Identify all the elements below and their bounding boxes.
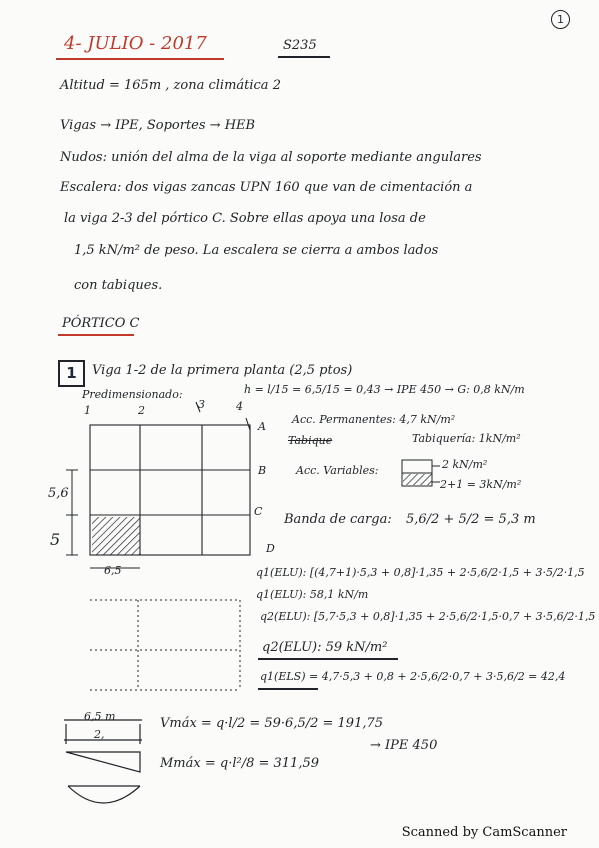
problem-number-box: 1: [58, 360, 85, 387]
grid-row-label: C: [254, 505, 263, 518]
beam-diagram: [64, 720, 142, 803]
grid-col-label: 2: [138, 404, 145, 417]
page-number: 1: [551, 10, 570, 29]
load-variable-1: 2 kN/m²: [442, 458, 488, 471]
grid-col-label: 3: [198, 398, 205, 411]
calc-q1-result: q1(ELU): 58,1 kN/m: [256, 588, 369, 601]
grid-col-label: 4: [236, 400, 243, 413]
scanner-watermark: Scanned by CamScanner: [401, 825, 567, 840]
problem-title: Viga 1-2 de la primera planta (2,5 ptos): [92, 363, 353, 378]
load-permanent: Acc. Permanentes: 4,7 kN/m²: [292, 413, 456, 426]
load-variable-label: Acc. Variables:: [296, 464, 379, 477]
calc-vmax: Vmáx = q·l/2 = 59·6,5/2 = 191,75: [160, 716, 384, 731]
grid-col-label: 1: [84, 404, 91, 417]
steel-code: S235: [283, 38, 317, 53]
lower-floor-plan-grid: [90, 600, 240, 690]
beam-node-label: 2,: [94, 728, 105, 741]
intro-line-4: Escalera: dos vigas zancas UPN 160 que van de cimentación a: [60, 180, 473, 195]
load-tabique-crossed: Tabique: [288, 434, 333, 447]
intro-line-5: la viga 2-3 del pórtico C. Sobre ellas apoya una losa de: [64, 211, 426, 226]
intro-line-6: 1,5 kN/m² de peso. La escalera se cierra a ambos lados: [74, 243, 439, 258]
grid-row-label: A: [258, 420, 266, 433]
predim-label: Predimensionado:: [82, 388, 183, 401]
calc-q2-result: q2(ELU): 59 kN/m²: [262, 640, 388, 655]
intro-line-1: Altitud = 165m , zona climática 2: [60, 78, 281, 93]
calc-q2: q2(ELU): [5,7·5,3 + 0,8]·1,35 + 2·5,6/2·1,5·0,7 + 3·5,6/2·1,5: [260, 610, 596, 623]
predim-formula: h = l/15 = 6,5/15 = 0,43 → IPE 450 → G: 0,8 kN/m: [244, 383, 525, 396]
result-profile: → IPE 450: [370, 738, 438, 753]
load-band-formula: 5,6/2 + 5/2 = 5,3 m: [406, 512, 536, 527]
section-title: PÓRTICO C: [62, 316, 140, 331]
dim-left-top: 5,6: [48, 486, 69, 501]
intro-line-7: con tabiques.: [74, 278, 163, 293]
date-heading: 4- JULIO - 2017: [64, 33, 207, 54]
calc-q1-els: q1(ELS) = 4,7·5,3 + 0,8 + 2·5,6/2·0,7 + 3·5,6/2 = 42,4: [260, 670, 566, 683]
intro-line-2: Vigas → IPE, Soportes → HEB: [60, 118, 256, 133]
dim-bottom: 6,5: [104, 564, 122, 577]
grid-row-label: B: [258, 464, 267, 477]
variable-load-hatch: [403, 474, 432, 485]
grid-row-label: D: [266, 542, 275, 555]
calc-mmax: Mmáx = q·l²/8 = 311,59: [160, 756, 319, 771]
load-band-label: Banda de carga:: [284, 512, 392, 527]
calc-q1: q1(ELU): [(4,7+1)·5,3 + 0,8]·1,35 + 2·5,6/2·1,5 + 3·5/2·1,5: [256, 566, 585, 579]
staircase-hatch: [92, 517, 140, 555]
intro-line-3: Nudos: unión del alma de la viga al soporte mediante angulares: [60, 150, 482, 165]
beam-span-label: 6,5 m: [84, 710, 116, 723]
load-tabiqueria: Tabiquería: 1kN/m²: [412, 432, 521, 445]
load-variable-2: 2+1 = 3kN/m²: [440, 478, 522, 491]
dim-left-bottom: 5: [50, 530, 61, 549]
